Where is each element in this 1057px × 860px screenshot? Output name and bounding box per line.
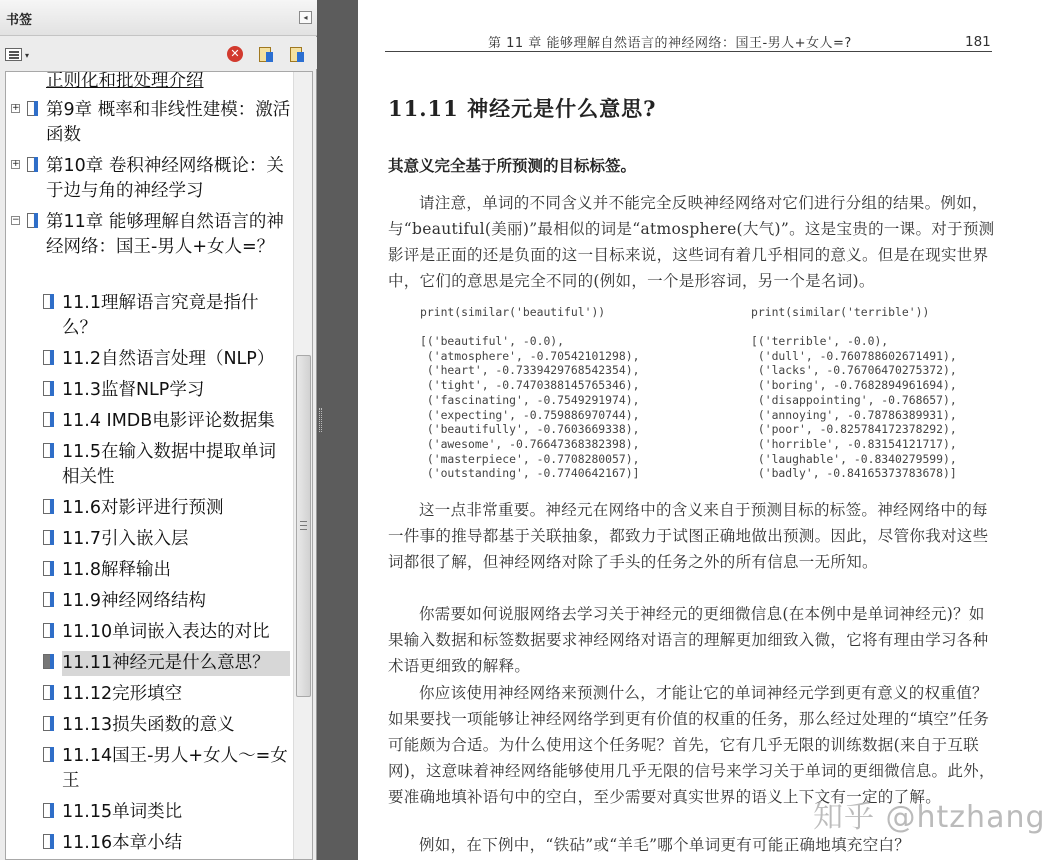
bookmark-label: 11.3监督NLP学习 <box>62 380 205 400</box>
bookmark-icon <box>43 381 54 396</box>
code-heading-beautiful: print(similar('beautiful')) <box>420 305 606 319</box>
code-line: ('annoying', -0.78786389931), <box>751 407 957 422</box>
panel-splitter[interactable] <box>318 0 358 860</box>
bookmark-icon <box>43 592 54 607</box>
bookmarks-toolbar <box>0 37 317 69</box>
section-title: 11.11 神经元是什么意思? <box>388 96 657 121</box>
bookmark-label: 正则化和批处理介绍 <box>46 71 204 91</box>
bookmark-label: 第9章 概率和非线性建模：激活函数 <box>46 100 291 145</box>
code-line: ('outstanding', -0.7740642167)] <box>420 466 640 481</box>
bookmark-icon <box>43 412 54 427</box>
bookmark-tree[interactable] <box>5 71 313 860</box>
code-line: ('lacks', -0.76706470275372), <box>751 363 957 378</box>
code-line: ('heart', -0.7339429768542354), <box>420 363 640 378</box>
grip-icon <box>300 521 307 530</box>
watermark: 知乎 @htzhang <box>813 800 1046 835</box>
chevron-down-icon: ▾ <box>25 51 30 60</box>
code-line: ('disappointing', -0.768657), <box>751 392 957 407</box>
code-line: ('dull', -0.760788602671491), <box>751 348 957 363</box>
bookmark-label: 11.2自然语言处理（NLP） <box>62 349 275 369</box>
code-line: ('expecting', -0.759886970744), <box>420 407 640 422</box>
code-line: ('atmosphere', -0.70542101298), <box>420 348 640 363</box>
bookmark-label: 第11章 能够理解自然语言的神经网络：国王-男人+女人=？ <box>46 212 284 257</box>
panel-title: 书签 <box>6 13 33 28</box>
bookmark-icon <box>27 101 38 116</box>
bookmark-icon <box>43 561 54 576</box>
list-options-icon <box>5 48 22 61</box>
lead-sentence: 其意义完全基于所预测的目标标签。 <box>388 156 637 175</box>
bookmark-label: 11.12完形填空 <box>62 684 183 704</box>
paragraph: 你应该使用神经网络来预测什么，才能让它的单词神经元学到更有意义的权重值？如果要找一项能够让神经网络学到更有价值的权重的任务，那么经过处理的“填空”任务可能颇为合适。为什么使用这个任务呢？首先，它有几乎无限的训练数据(来自于互联网)，这意味着神经网络能够使用几乎无限的信号来学习关于单词的更细微信息。此外，要准确地填补语句中的空白，至少需要对真实世界的语义上下文有一定的了解。 <box>388 684 995 806</box>
bookmark-label: 11.8解释输出 <box>62 560 171 580</box>
code-output-terrible <box>751 334 957 481</box>
bookmark-label: 11.9神经网络结构 <box>62 591 206 611</box>
bookmark-icon <box>43 350 54 365</box>
bookmark-label: 11.14国王-男人+女人～=女王 <box>62 746 288 791</box>
bookmark-label: 11.7引入嵌入层 <box>62 529 189 549</box>
bookmarks-panel <box>0 0 317 860</box>
code-line: [('beautiful', -0.0), <box>420 334 565 348</box>
bookmark-label: 11.5在输入数据中提取单词相关性 <box>62 442 276 487</box>
expand-bookmark-button[interactable] <box>288 46 306 64</box>
code-line: ('horrible', -0.83154121717), <box>751 436 957 451</box>
code-output-beautiful <box>420 334 639 481</box>
bookmark-icon <box>27 157 38 172</box>
bookmark-icon <box>43 834 54 849</box>
code-line: ('tight', -0.7470388145765346), <box>420 378 640 393</box>
code-line: ('laughable', -0.8340279599), <box>751 451 957 466</box>
header-rule <box>385 51 992 52</box>
bookmark-icon <box>43 294 54 309</box>
grip-icon <box>319 408 322 432</box>
code-heading-terrible: print(similar('terrible')) <box>751 305 930 319</box>
paragraph: 例如，在下例中，“铁砧”或“羊毛”哪个单词更有可能正确地填充空白？ <box>419 836 911 854</box>
bookmark-icon <box>43 747 54 762</box>
delete-icon: ✕ <box>227 46 243 62</box>
bookmark-icon <box>43 716 54 731</box>
page-number: 181 <box>965 34 991 50</box>
bookmark-icon <box>43 499 54 514</box>
bookmark-label: 11.16本章小结 <box>62 833 183 853</box>
bookmark-icon <box>43 443 54 458</box>
bookmark-icon <box>43 654 54 669</box>
collapse-panel-button[interactable]: ◂ <box>299 11 312 24</box>
panel-header <box>0 0 317 36</box>
bookmark-label: 11.4 IMDB电影评论数据集 <box>62 411 275 431</box>
code-line: ('boring', -0.7682894961694), <box>751 378 957 393</box>
bookmark-label: 11.1理解语言究竟是指什么？ <box>62 293 259 338</box>
bookmark-label: 11.11神经元是什么意思？ <box>62 651 290 676</box>
bookmark-list <box>6 72 293 860</box>
bookmark-icon <box>43 685 54 700</box>
paragraph: 请注意，单词的不同含义并不能完全反映神经网络对它们进行分组的结果。例如，与“beautiful(美丽)”最相似的词是“atmosphere(大气)”。这是宝贵的一课。对于预测影评是正面的还是负面的这一目标来说，这些词有着几乎相同的意义。但是在现实世界中，它们的意思是完全不同的(例如，一个是形容词，另一个是名词)。 <box>388 194 995 290</box>
bookmark-icon <box>43 623 54 638</box>
running-head: 第 11 章 能够理解自然语言的神经网络：国王-男人+女人=? <box>488 36 852 51</box>
bookmark-label: 11.15单词类比 <box>62 802 183 822</box>
code-line: ('badly', -0.84165373783678)] <box>751 466 957 481</box>
code-line: ('poor', -0.825784172378292), <box>751 422 957 437</box>
bookmark-label: 11.6对影评进行预测 <box>62 498 224 518</box>
bookmark-icon <box>43 803 54 818</box>
delete-bookmark-button[interactable] <box>227 46 245 64</box>
scroll-thumb[interactable] <box>296 355 311 697</box>
code-line: ('beautifully', -0.7603669338), <box>420 422 640 437</box>
pdf-page <box>358 0 1057 860</box>
expand-icon[interactable]: + <box>12 103 20 113</box>
bookmark-icon <box>43 530 54 545</box>
code-line: ('masterpiece', -0.7708280057), <box>420 451 640 466</box>
bookmark-label: 第10章 卷积神经网络概论：关于边与角的神经学习 <box>46 156 284 201</box>
code-line: [('terrible', -0.0), <box>751 334 889 348</box>
code-line: ('awesome', -0.76647368382398), <box>420 436 640 451</box>
expand-icon[interactable]: + <box>12 159 20 169</box>
options-menu-button[interactable] <box>5 48 31 62</box>
code-line: ('fascinating', -0.7549291974), <box>420 392 640 407</box>
new-bookmark-button[interactable] <box>257 46 275 64</box>
bookmark-label: 11.13损失函数的意义 <box>62 715 235 735</box>
bookmark-icon <box>27 213 38 228</box>
collapse-icon[interactable]: − <box>12 215 20 225</box>
paragraph: 你需要如何说服网络去学习关于神经元的更细微信息(在本例中是单词神经元)？如果输入数据和标签数据要求神经网络对语言的理解更加细致入微，它将有理由学习各种术语更细致的解释。 <box>388 605 989 675</box>
paragraph: 这一点非常重要。神经元在网络中的含义来自于预测目标的标签。神经网络中的每一件事的推导都基于关联抽象，都致力于试图正确地做出预测。因此，尽管你我对这些词都很了解，但神经网络对除了手头的任务之外的所有信息一无所知。 <box>388 501 989 571</box>
bookmark-label: 11.10单词嵌入表达的对比 <box>62 622 270 642</box>
scrollbar[interactable] <box>293 72 312 859</box>
